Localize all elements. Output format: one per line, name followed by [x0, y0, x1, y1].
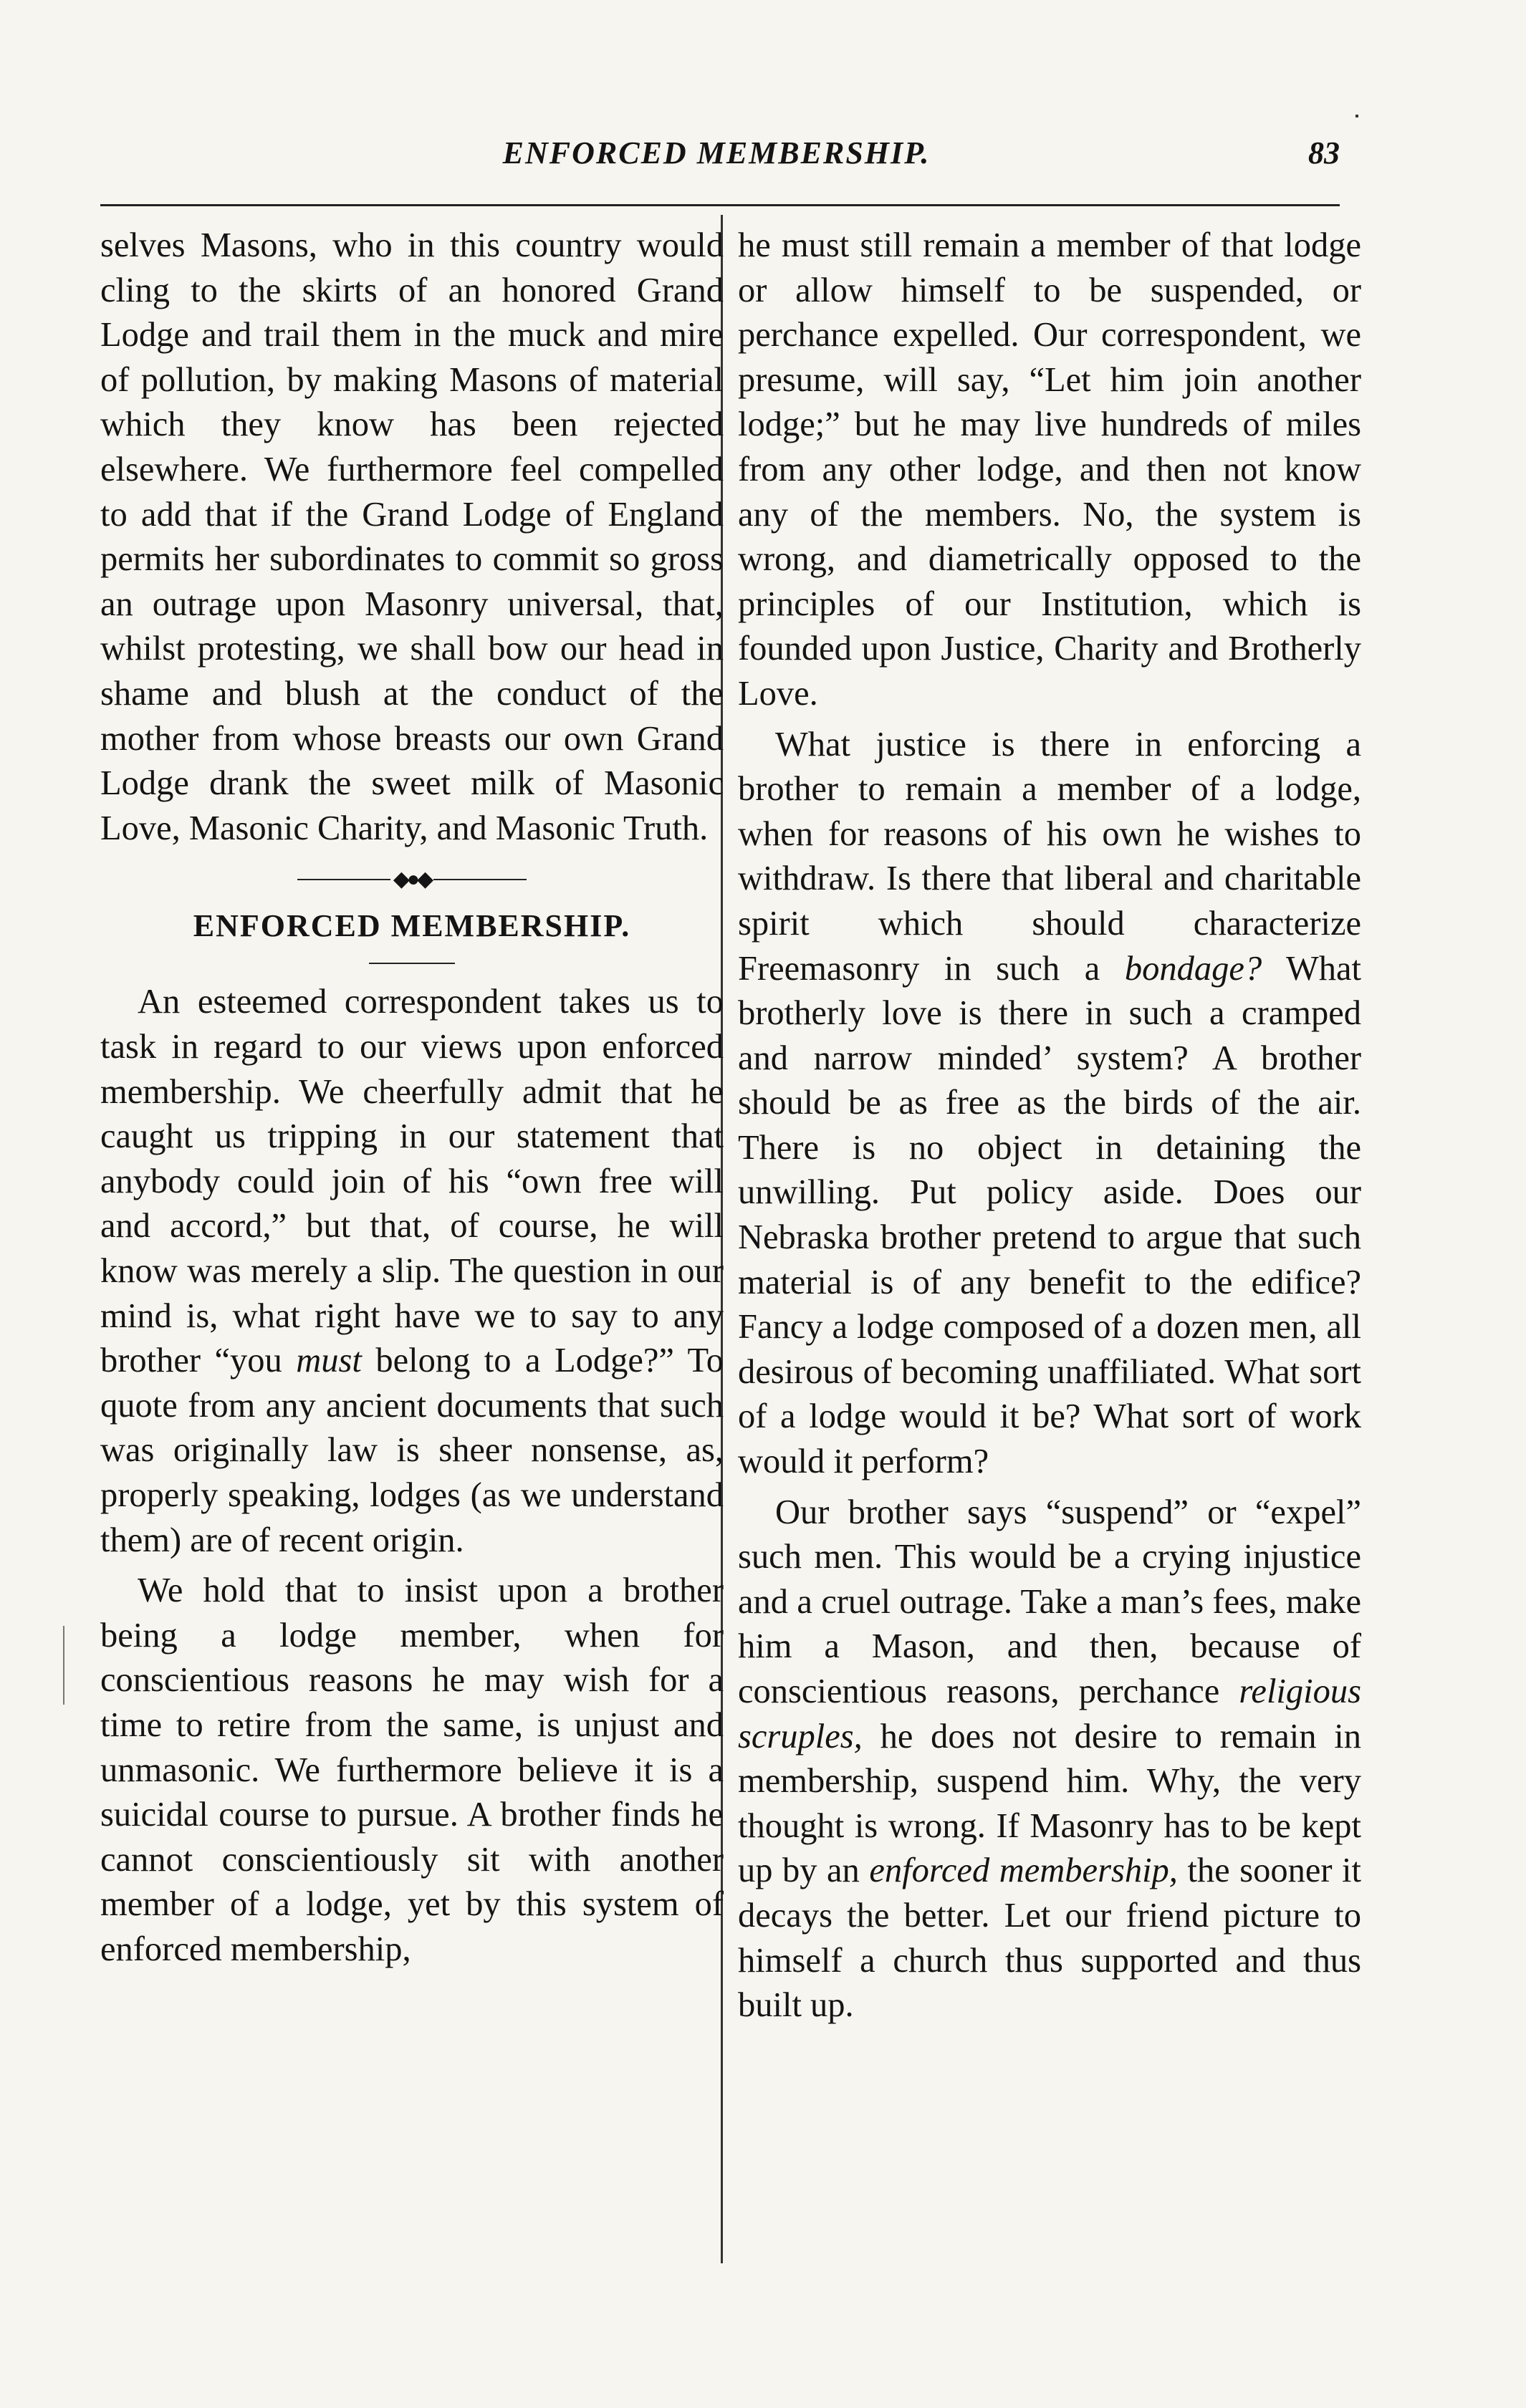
paragraph-text: the sooner it decays the better. Let our friend picture to himself a church thus supported and thus built up. — [738, 1851, 1361, 2025]
emphasis-text: enforced membership, — [869, 1851, 1178, 1890]
emphasis-text: religious scruples, — [738, 1672, 1361, 1756]
heading-rule — [369, 963, 455, 964]
paragraph-text: What brotherly love is there in such a cramped and narrow minded’ system? A brother should be as free as the birds of the air. There is no object in detaining the unwilling. Put policy aside. Does our Nebraska brother pretend to argue that such material is of any benefit to the edifice? Fancy a lodge composed of a dozen men, all desirous of becoming unaffiliated. What sort of a lodge would it be? What sort of work would it perform? — [738, 949, 1361, 1481]
left-column — [100, 223, 724, 1972]
paragraph — [738, 1490, 1361, 2028]
ornament-rule-right — [433, 879, 527, 880]
section-ornament — [100, 864, 724, 894]
paragraph-text: What justice is there in enforcing a brother to remain a member of a lodge, when for reasons of his own he wishes to withdraw. Is there that liberal and charitable spirit which should characterize Freemasonry in such a — [738, 725, 1361, 988]
emphasis-text: must — [296, 1342, 362, 1380]
page-number: 83 — [1308, 135, 1340, 170]
continued-paragraph: selves Masons, who in this country would cling to the skirts of an honored Grand Lodge and trail them in the muck and mire of pollution, by making Masons of material which they know has been rejected elsewhere. We furthermore feel compelled to add that if the Grand Lodge of England permits her subordinates to commit so gross an outrage upon Masonry universal, that, whilst protesting, we shall bow our head in shame and blush at the conduct of the mother from whose breasts our own Grand Lodge drank the sweet milk of Masonic Love, Masonic Charity, and Masonic Truth. — [100, 226, 724, 847]
paragraph: We hold that to insist upon a brother being a lodge member, when for conscientious reasons he may wish for a time to retire from the same, is unjust and unmasonic. We furthermore believe it is a suicidal course to pursue. A brother finds he cannot conscientiously sit with another member of a lodge, yet by this system of enforced membership, — [100, 1571, 724, 1968]
running-title: ENFORCED MEMBERSHIP. — [502, 135, 931, 170]
right-column — [738, 223, 1361, 2028]
paragraph-text: Our brother says “suspend” or “expel” such men. This would be a crying injustice and a cruel outrage. Take a man’s fees, make him a Mason, and then, because of conscientious reasons, perchance — [738, 1493, 1361, 1710]
paragraph — [100, 980, 724, 1563]
margin-mark — [63, 1626, 64, 1705]
paragraph-text: An esteemed correspondent takes us to task in regard to our views upon enforced membership. We cheerfully admit that he caught us tripping in our statement that anybody could join of his “own free will and accord,” but that, of course, he will know was merely a slip. The question in our mind is, what right have we to say to any brother “you — [100, 983, 724, 1380]
paragraph-text: he does not desire to remain in membership, suspend him. Why, the very thought is wrong. If Masonry has to be kept up by an — [738, 1717, 1361, 1890]
continued-paragraph: he must still remain a member of that lodge or allow himself to be suspended, or perchance expelled. Our correspondent, we presume, will say, “Let him join another lodge;” but he may live hundreds of miles from any other lodge, and then not know any of the members. No, the system is wrong, and diametrically opposed to the principles of our Institution, which is founded upon Justice, Charity and Brotherly Love. — [738, 226, 1361, 713]
print-speck — [1355, 115, 1358, 117]
emphasis-text: bondage? — [1124, 949, 1262, 988]
ornament-glyph: ◆●◆ — [393, 867, 431, 892]
paragraph — [738, 723, 1361, 1485]
section-heading: ENFORCED MEMBERSHIP. — [193, 908, 631, 944]
ornament-rule-left — [297, 879, 390, 880]
paragraph-text: belong to a Lodge?” To quote from any ancient documents that such was originally law is sheer nonsense, as, properly speaking, lodges (as we understand them) are of recent origin. — [100, 1342, 724, 1559]
header-rule — [100, 204, 1340, 206]
page-header — [93, 135, 1340, 185]
